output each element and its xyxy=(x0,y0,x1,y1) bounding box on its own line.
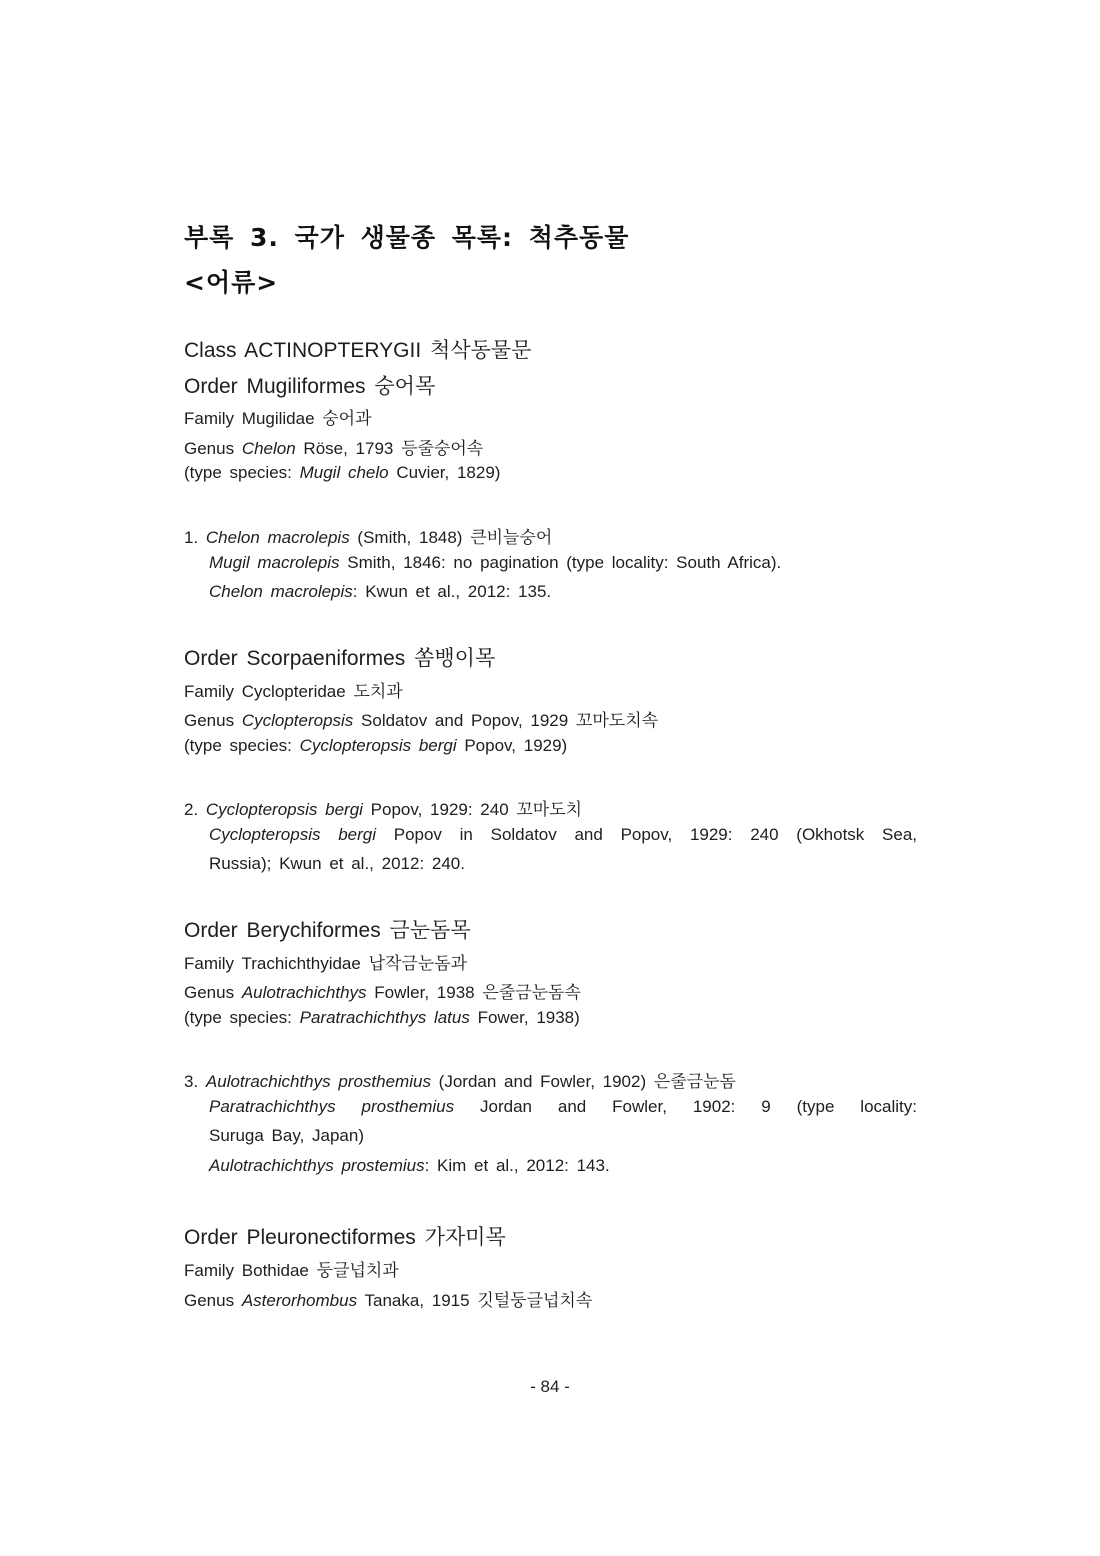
genus-line xyxy=(184,706,658,731)
family-line: Family Mugilidae 숭어과 xyxy=(184,409,372,428)
synonym-ref: Popov in Soldatov and Popov, 1929: 240 (Okhotsk Sea, xyxy=(376,825,917,844)
species-authority: (Jordan and Fowler, 1902) 은줄금눈돔 xyxy=(430,1072,736,1091)
order-heading: Order Pleuronectiformes 가자미목 xyxy=(184,1226,506,1249)
genus-name: Aulotrachichthys xyxy=(241,983,367,1002)
type-species-prefix: (type species: xyxy=(184,1008,300,1027)
type-species-line xyxy=(184,463,500,483)
type-species-authority: Popov, 1929) xyxy=(456,736,568,755)
genus-authority: Röse, 1793 등줄숭어속 xyxy=(295,439,484,458)
synonym-line xyxy=(209,582,551,602)
type-species-name: Paratrachichthys latus xyxy=(299,1008,470,1027)
species-entry xyxy=(184,523,552,548)
synonym-name: Mugil macrolepis xyxy=(209,553,340,572)
species-name: Chelon macrolepis xyxy=(205,528,350,547)
type-species-line xyxy=(184,1008,580,1028)
order-heading: Order Berychiformes 금눈돔목 xyxy=(184,919,471,942)
synonym-line xyxy=(209,1097,917,1117)
genus-line xyxy=(184,434,483,459)
class-heading: Class ACTINOPTERYGII 척삭동물문 xyxy=(184,339,532,362)
synonym-line-continued: Russia); Kwun et al., 2012: 240. xyxy=(209,854,465,873)
genus-prefix: Genus xyxy=(184,439,242,458)
page-subtitle: <어류> xyxy=(184,268,279,297)
type-species-prefix: (type species: xyxy=(184,736,300,755)
type-species-authority: Fower, 1938) xyxy=(469,1008,580,1027)
genus-authority: Fowler, 1938 은줄금눈돔속 xyxy=(366,983,581,1002)
genus-line xyxy=(184,978,581,1003)
order-heading: Order Scorpaeniformes 쏨뱅이목 xyxy=(184,647,496,670)
genus-authority: Soldatov and Popov, 1929 꼬마도치속 xyxy=(353,711,659,730)
synonym-ref: : Kim et al., 2012: 143. xyxy=(424,1156,610,1175)
synonym-ref: Smith, 1846: no pagination (type locality: South Africa). xyxy=(339,553,782,572)
species-name: Aulotrachichthys prosthemius xyxy=(205,1072,431,1091)
synonym-name: Aulotrachichthys prostemius xyxy=(209,1156,425,1175)
order-heading: Order Mugiliformes 숭어목 xyxy=(184,375,436,398)
family-line: Family Bothidae 둥글넙치과 xyxy=(184,1261,399,1280)
entry-number: 1. xyxy=(184,528,206,547)
genus-line xyxy=(184,1286,592,1311)
type-species-name: Mugil chelo xyxy=(299,463,389,482)
synonym-line xyxy=(209,553,781,573)
entry-number: 2. xyxy=(184,800,206,819)
page-number: - 84 - xyxy=(530,1377,570,1396)
genus-name: Cyclopteropsis xyxy=(241,711,354,730)
synonym-line-continued: Suruga Bay, Japan) xyxy=(209,1126,364,1145)
page-title: 부록 3. 국가 생물종 목록: 척추동물 xyxy=(184,223,630,252)
genus-prefix: Genus xyxy=(184,1291,242,1310)
synonym-name: Chelon macrolepis xyxy=(209,582,353,601)
synonym-ref: : Kwun et al., 2012: 135. xyxy=(352,582,552,601)
synonym-line xyxy=(209,825,917,845)
genus-prefix: Genus xyxy=(184,983,242,1002)
genus-name: Asterorhombus xyxy=(241,1291,358,1310)
type-species-line xyxy=(184,736,567,756)
family-line: Family Cyclopteridae 도치과 xyxy=(184,682,403,701)
type-species-prefix: (type species: xyxy=(184,463,300,482)
genus-name: Chelon xyxy=(241,439,296,458)
genus-prefix: Genus xyxy=(184,711,242,730)
entry-number: 3. xyxy=(184,1072,206,1091)
species-entry xyxy=(184,795,582,820)
type-species-authority: Cuvier, 1829) xyxy=(388,463,501,482)
family-line: Family Trachichthyidae 납작금눈돔과 xyxy=(184,954,468,973)
genus-authority: Tanaka, 1915 깃털둥글넙치속 xyxy=(357,1291,593,1310)
species-name: Cyclopteropsis bergi xyxy=(205,800,363,819)
synonym-line xyxy=(209,1156,610,1176)
species-authority: (Smith, 1848) 큰비늘숭어 xyxy=(349,528,553,547)
type-species-name: Cyclopteropsis bergi xyxy=(299,736,457,755)
synonym-name: Paratrachichthys prosthemius xyxy=(209,1097,455,1116)
synonym-name: Cyclopteropsis bergi xyxy=(209,825,377,844)
synonym-ref: Jordan and Fowler, 1902: 9 (type locality: xyxy=(454,1097,917,1116)
species-authority: Popov, 1929: 240 꼬마도치 xyxy=(362,800,583,819)
species-entry xyxy=(184,1067,736,1092)
